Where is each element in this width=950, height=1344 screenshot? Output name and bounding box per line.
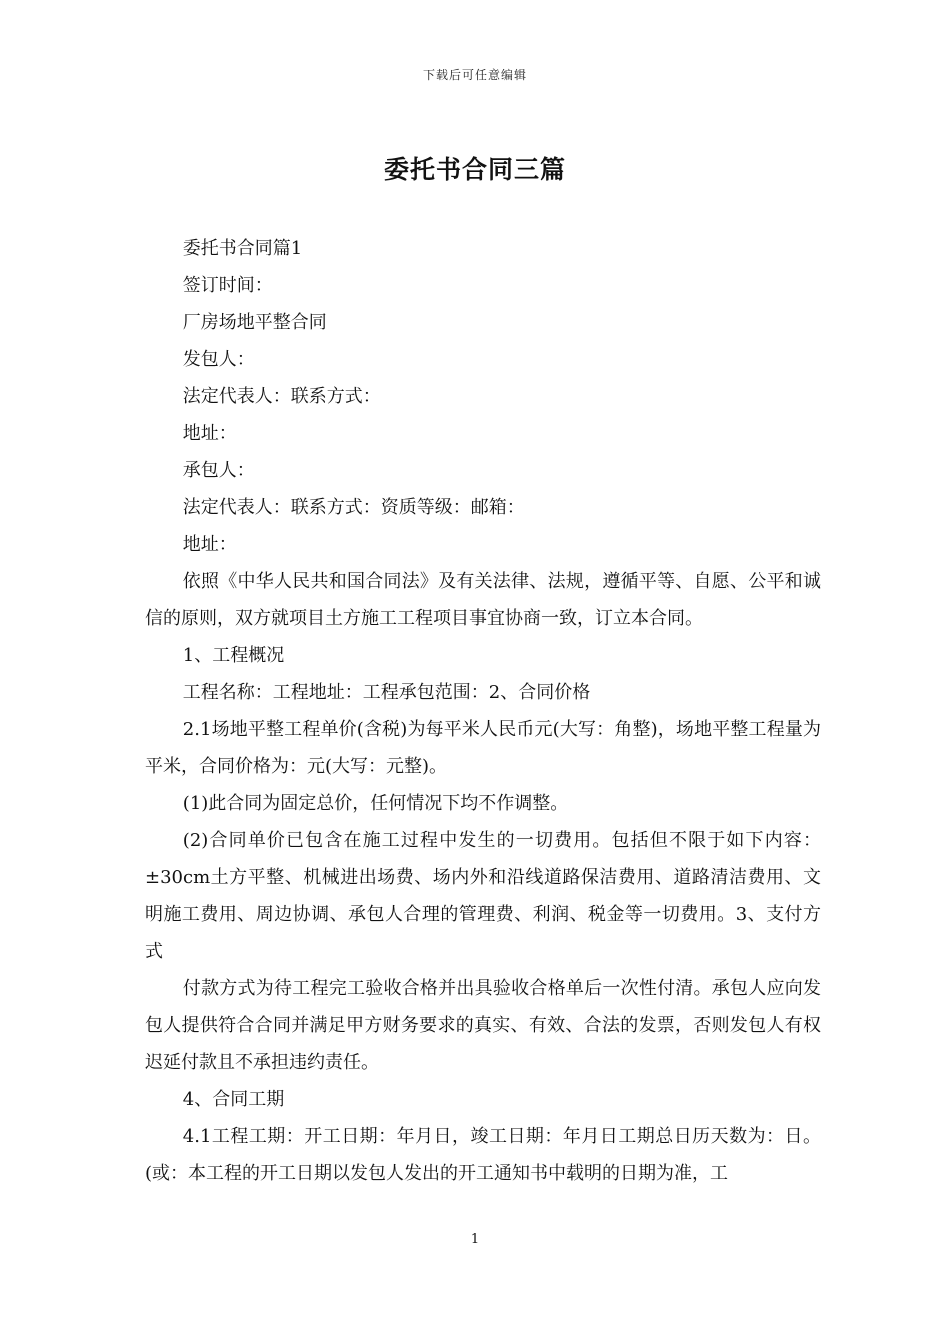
page-number: 1 — [470, 1232, 480, 1247]
document-body — [145, 230, 821, 1192]
paragraph-clause-2-1-note-2: (2)合同单价已包含在施工过程中发生的一切费用。包括但不限于如下内容：±30cm土方平整、机械进出场费、场内外和沿线道路保洁费用、道路清洁费用、文明施工费用、周边协调、承包人合理的管理费、利润、税金等一切费用。3、支付方式 — [145, 830, 821, 962]
paragraph-employer: 发包人： — [182, 349, 255, 370]
header-note: 下载后可任意编辑 — [422, 68, 527, 82]
paragraph-clause-2-1-note-1: (1)此合同为固定总价，任何情况下均不作调整。 — [182, 793, 569, 814]
paragraph-contractor-representative: 法定代表人：联系方式：资质等级：邮箱： — [182, 497, 525, 518]
paragraph-contractor: 承包人： — [182, 460, 255, 481]
paragraph-clause-4-1: 4.1工程工期：开工日期：年月日，竣工日期：年月日工期总日历天数为：日。(或：本工程的开工日期以发包人发出的开工通知书中载明的日期为准，工 — [145, 1126, 821, 1184]
paragraph-clause-1-heading: 1、工程概况 — [182, 645, 285, 666]
paragraph-employer-address: 地址： — [182, 423, 237, 444]
paragraph-project-info: 工程名称：工程地址：工程承包范围：2、合同价格 — [182, 682, 591, 703]
paragraph-employer-representative: 法定代表人：联系方式： — [182, 386, 381, 407]
paragraph-clause-2-1: 2.1场地平整工程单价(含税)为每平米人民币元(大写：角整)，场地平整工程量为平米，合同价格为：元(大写：元整)。 — [145, 719, 821, 777]
paragraph-section-heading: 委托书合同篇1 — [182, 238, 303, 259]
paragraph-preamble: 依照《中华人民共和国合同法》及有关法律、法规，遵循平等、自愿、公平和诚信的原则，双方就项目土方施工工程项目事宜协商一致，订立本合同。 — [145, 571, 821, 629]
paragraph-contract-name: 厂房场地平整合同 — [182, 312, 327, 333]
paragraph-payment-terms: 付款方式为待工程完工验收合格并出具验收合格单后一次性付清。承包人应向发包人提供符合合同并满足甲方财务要求的真实、有效、合法的发票，否则发包人有权迟延付款且不承担违约责任。 — [145, 978, 821, 1073]
paragraph-clause-4-heading: 4、合同工期 — [182, 1089, 285, 1110]
document-title: 委托书合同三篇 — [383, 155, 566, 184]
paragraph-contractor-address: 地址： — [182, 534, 237, 555]
paragraph-sign-date: 签订时间： — [182, 275, 273, 296]
